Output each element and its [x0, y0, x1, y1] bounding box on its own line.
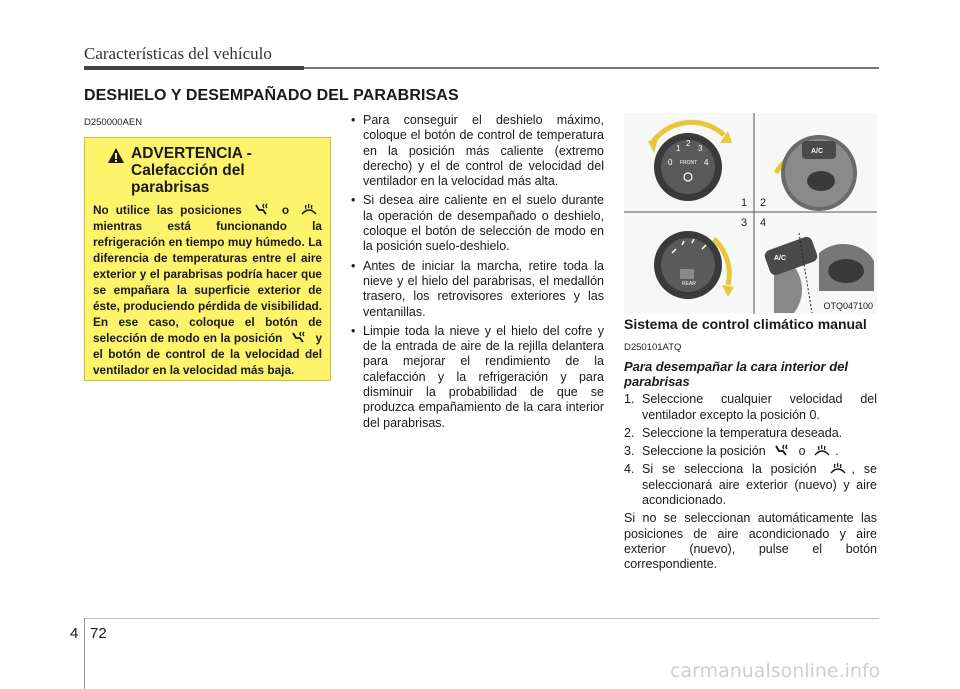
manual-system-subtitle: Para desempañar la cara interior del parabrisas — [624, 359, 848, 390]
figure-code: OTQ047100 — [823, 301, 873, 311]
watermark: carmanualsonline.info — [670, 660, 881, 682]
fan-dial-number: 4 — [704, 158, 709, 167]
mode-dial-label: REAR — [682, 281, 696, 287]
step-number: 2. — [624, 425, 635, 440]
step-text-end: . — [835, 444, 839, 459]
footer-divider — [84, 618, 85, 689]
list-item: • Limpie toda la nieve y el hielo del cofre y de la entrada de aire de la rejilla delantera para mejorar el rendimiento de la calefacción y la refrigeración y para disminuir la probabilidad de que se produzca empañamiento de la cara interior del parabrisas. — [351, 324, 604, 431]
warning-header — [107, 145, 322, 196]
quadrant-label: 4 — [760, 217, 767, 229]
warning-text-3: y el botón de control de la velocidad del ventilador en la velocidad más baja. — [93, 331, 323, 377]
step-number: 1. — [624, 392, 635, 407]
warning-title: ADVERTENCIA - — [131, 145, 252, 162]
floor-defrost-icon — [773, 444, 791, 456]
header-rule-accent — [84, 66, 304, 70]
steps-list — [624, 392, 877, 508]
warning-triangle-icon — [107, 147, 125, 164]
step-text-end: , se seleccionará aire exterior (nuevo) y aire acondicionado. — [642, 462, 877, 508]
windshield-defrost-icon — [829, 462, 847, 474]
climate-dials-illustration — [624, 113, 877, 314]
quadrant-label: 1 — [741, 197, 748, 209]
list-item — [624, 392, 877, 423]
bullet-list — [351, 113, 604, 431]
warning-text-2: mientras está funcionando la refrigeración en tiempo muy húmedo. La diferencia de temperaturas entre el aire exterior y el parabrisas podría hacer que se empañara la superficie exterior de éste, produciendo pérdida de visibilidad. En ese caso, coloque el botón de selección de modo en la posición — [93, 219, 322, 345]
footer-rule — [84, 618, 879, 619]
fan-dial-number: 1 — [676, 144, 681, 153]
manual-system-paragraph: Si no se seleccionan automáticamente las posiciones de aire acondicionado y aire exterior (nuevo), pulse el botón correspondiente. — [624, 511, 877, 572]
warning-text-1: No utilice las posiciones — [93, 203, 242, 217]
climate-control-figure — [624, 113, 877, 314]
fan-dial-number: 3 — [698, 144, 703, 153]
fan-dial-number: 2 — [686, 139, 691, 148]
section-code: D250000AEN — [84, 117, 143, 128]
manual-system-code: D250101ATQ — [624, 342, 682, 353]
step-text-or: o — [798, 444, 806, 459]
section-title: DESHIELO Y DESEMPAÑADO DEL PARABRISAS — [84, 87, 459, 104]
warning-text-or: o — [281, 203, 290, 217]
fan-dial-label: FRONT — [680, 160, 698, 166]
step-text: Si se selecciona la posición — [642, 462, 817, 477]
step-text: Seleccione cualquier velocidad del ventilador excepto la posición 0. — [642, 392, 877, 422]
windshield-defrost-icon — [813, 444, 831, 456]
warning-box — [84, 137, 331, 381]
list-item: • Para conseguir el deshielo máximo, coloque el botón de control de temperatura en la posición más caliente (extremo derecho) y el de control de velocidad del ventilador en la velocidad más alta. — [351, 113, 604, 189]
quadrant-label: 3 — [741, 217, 748, 229]
bullet-column — [351, 113, 604, 435]
ac-label-bottom: A/C — [774, 255, 787, 262]
step-number: 4. — [624, 462, 635, 477]
chapter-title: Características del vehículo — [84, 44, 272, 63]
list-item: • Si desea aire caliente en el suelo durante la operación de desempañado o deshielo, coloque el botón de selección de modo en la posición suelo-deshielo. — [351, 193, 604, 254]
fan-dial-number: 0 — [668, 158, 673, 167]
chapter-number: 4 — [70, 625, 79, 642]
list-item: • Antes de iniciar la marcha, retire toda la nieve y el hielo del parabrisas, el medallón trasero, los retrovisores exteriores y las ventanillas. — [351, 259, 604, 320]
page-number: 72 — [90, 625, 107, 642]
windshield-defrost-icon — [300, 203, 318, 215]
list-item — [624, 444, 877, 459]
warning-body — [93, 202, 322, 378]
manual-system-title: Sistema de control climático manual — [624, 316, 867, 332]
step-number: 3. — [624, 444, 635, 459]
manual-system-column — [624, 316, 877, 573]
quadrant-label: 2 — [760, 197, 767, 209]
ac-label-top: A/C — [811, 148, 824, 155]
floor-defrost-icon — [290, 331, 308, 343]
list-item — [624, 462, 877, 508]
step-text: Seleccione la temperatura deseada. — [642, 425, 843, 440]
step-text: Seleccione la posición — [642, 444, 766, 459]
warning-subtitle: Calefacción del parabrisas — [131, 162, 245, 196]
floor-defrost-icon — [253, 203, 271, 215]
list-item — [624, 426, 877, 441]
